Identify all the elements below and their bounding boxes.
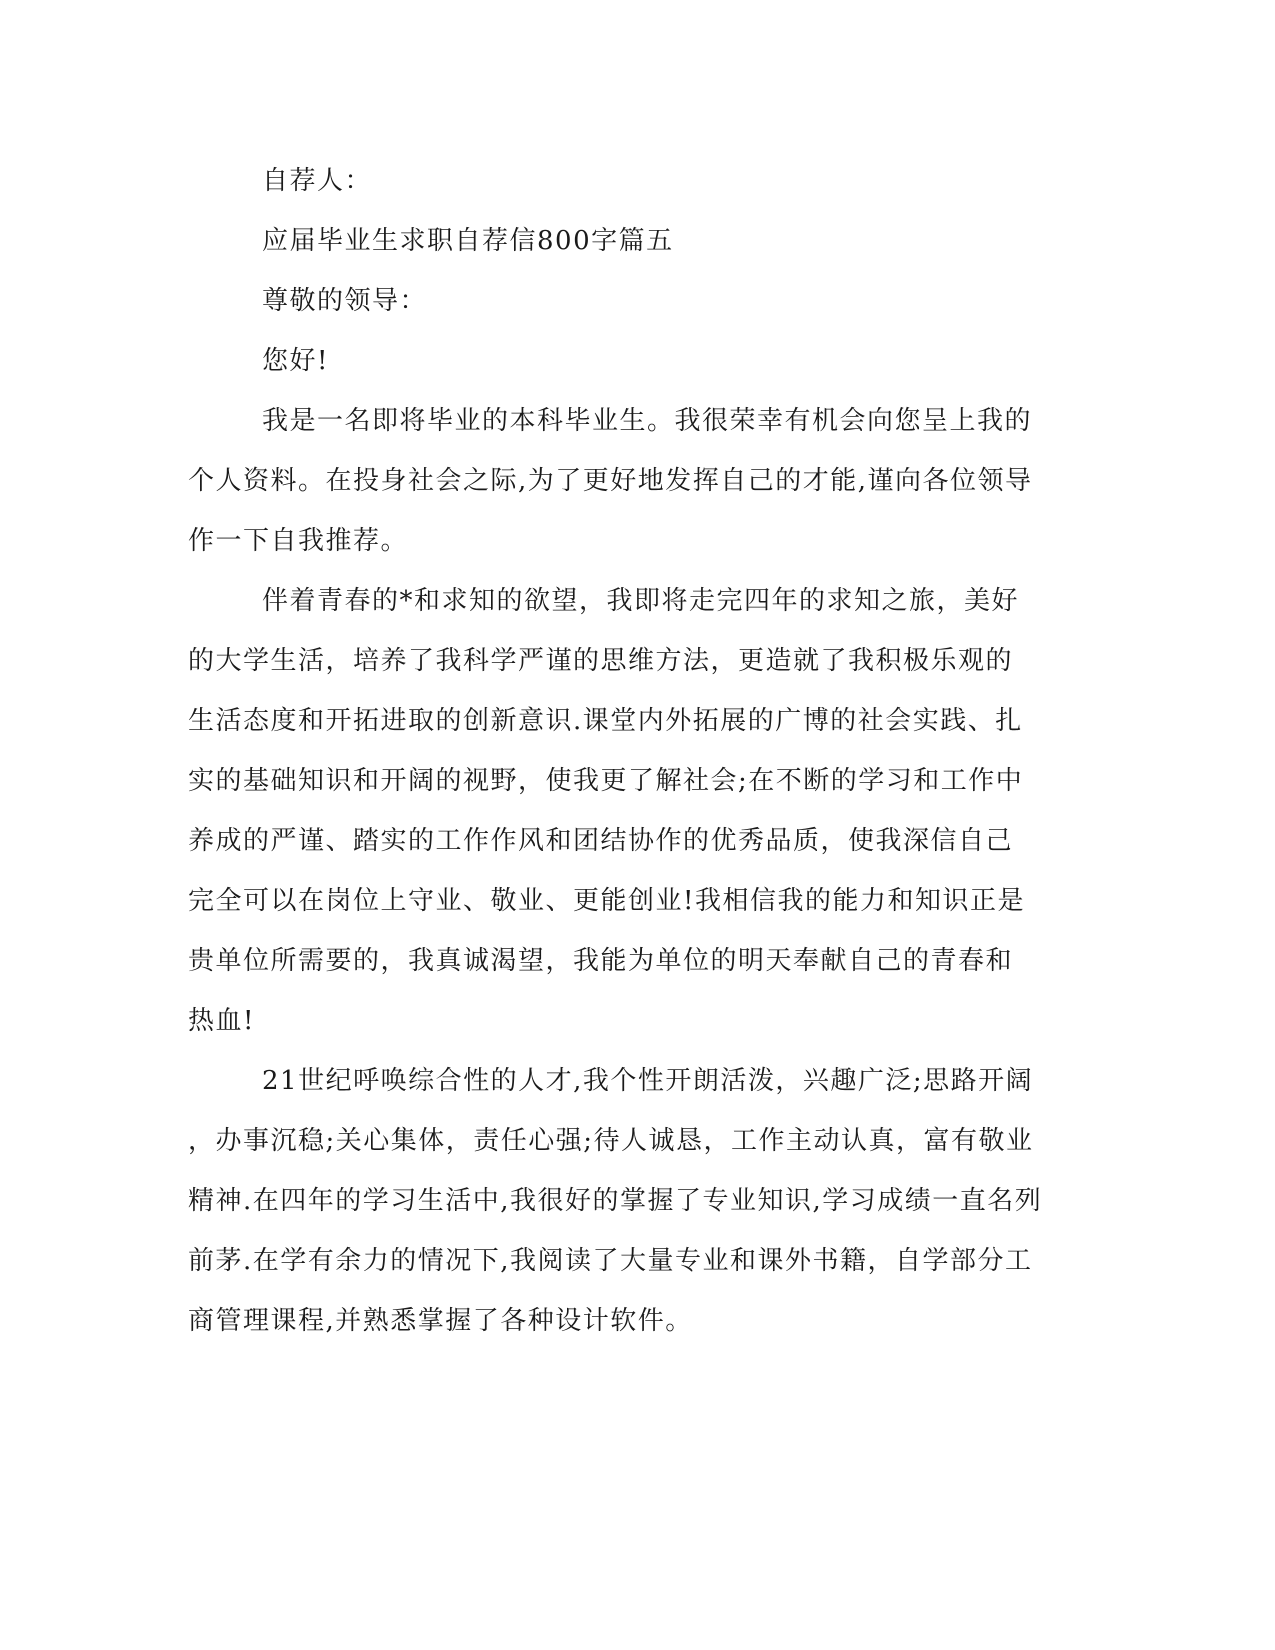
salutation: 尊敬的领导： bbox=[262, 286, 428, 316]
paragraph2-line: 伴着青春的*和求知的欲望，我即将走完四年的求知之旅，美好 bbox=[262, 586, 1020, 616]
paragraph1-line: 我是一名即将毕业的本科毕业生。我很荣幸有机会向您呈上我的 bbox=[262, 406, 1033, 436]
paragraph1-line: 作一下自我推荐。 bbox=[188, 526, 409, 556]
paragraph3-line: 前茅.在学有余力的情况下,我阅读了大量专业和课外书籍，自学部分工 bbox=[188, 1246, 1033, 1276]
paragraph2-line: 贵单位所需要的，我真诚渴望，我能为单位的明天奉献自己的青春和 bbox=[188, 946, 1014, 976]
paragraph3-line: 商管理课程,并熟悉掌握了各种设计软件。 bbox=[188, 1306, 693, 1336]
paragraph2-line: 实的基础知识和开阔的视野，使我更了解社会;在不断的学习和工作中 bbox=[188, 766, 1024, 796]
paragraph1-line: 个人资料。在投身社会之际,为了更好地发挥自己的才能,谨向各位领导 bbox=[188, 466, 1033, 496]
paragraph2-line: 的大学生活，培养了我科学严谨的思维方法，更造就了我积极乐观的 bbox=[188, 646, 1014, 676]
paragraph3-line: 21世纪呼唤综合性的人才,我个性开朗活泼，兴趣广泛;思路开阔 bbox=[262, 1066, 1034, 1096]
section-title: 应届毕业生求职自荐信800字篇五 bbox=[262, 226, 674, 256]
paragraph2-line: 热血! bbox=[188, 1006, 255, 1036]
paragraph3-line: 精神.在四年的学习生活中,我很好的掌握了专业知识,学习成绩一直名列 bbox=[188, 1186, 1043, 1216]
paragraph2-line: 养成的严谨、踏实的工作作风和团结协作的优秀品质，使我深信自己 bbox=[188, 826, 1014, 856]
paragraph3-line: ，办事沉稳;关心集体，责任心强;待人诚恳，工作主动认真，富有敬业 bbox=[188, 1126, 1034, 1156]
greeting: 您好! bbox=[262, 346, 329, 376]
paragraph2-line: 完全可以在岗位上守业、敬业、更能创业!我相信我的能力和知识正是 bbox=[188, 886, 1025, 916]
recommender-label: 自荐人： bbox=[262, 166, 373, 196]
paragraph2-line: 生活态度和开拓进取的创新意识.课堂内外拓展的广博的社会实践、扎 bbox=[188, 706, 1023, 736]
